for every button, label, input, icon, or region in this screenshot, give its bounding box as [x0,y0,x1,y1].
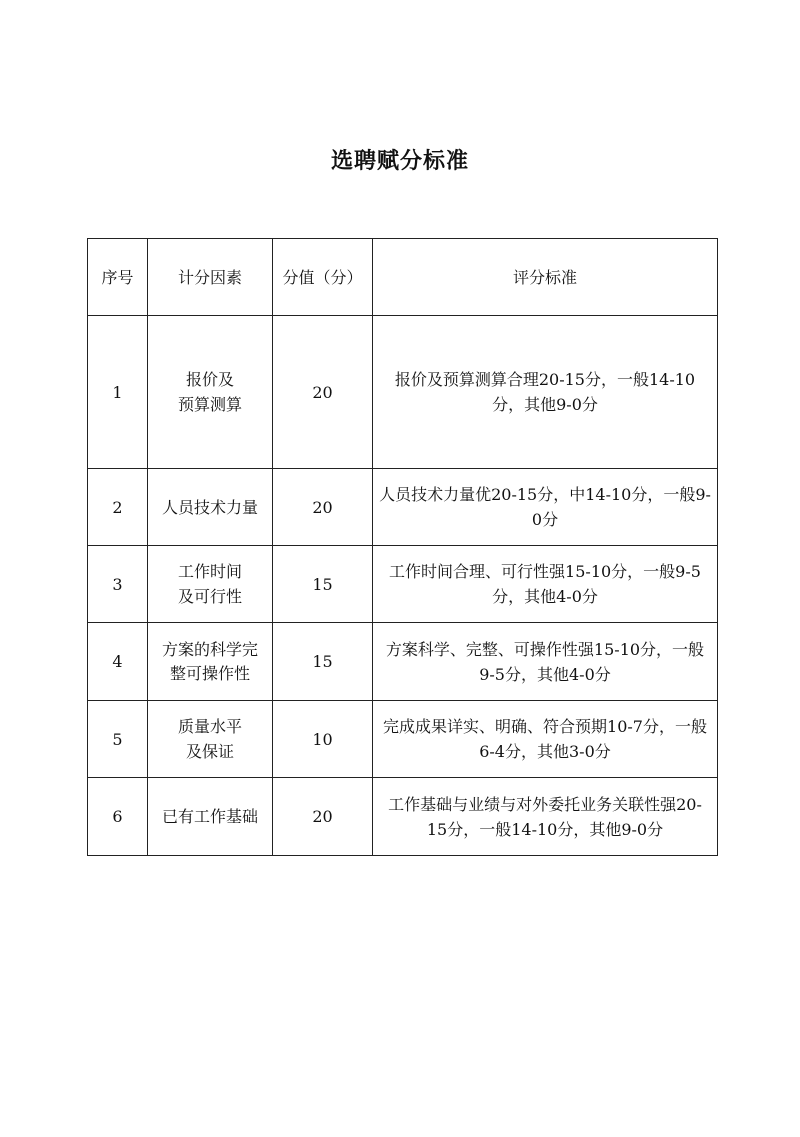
cell-factor: 报价及 预算测算 [148,316,273,469]
table-row [88,623,718,701]
table-row [88,316,718,469]
header-score: 分值（分） [273,239,373,316]
cell-factor: 工作时间 及可行性 [148,546,273,623]
scoring-table [87,238,718,856]
cell-criteria: 方案科学、完整、可操作性强15-10分，一般9-5分，其他4-0分 [373,623,718,701]
cell-no: 1 [88,316,148,469]
cell-criteria: 完成成果详实、明确、符合预期10-7分，一般6-4分，其他3-0分 [373,701,718,778]
page-title: 选聘赋分标准 [330,148,469,174]
cell-no: 3 [88,546,148,623]
cell-score: 10 [273,701,373,778]
cell-criteria: 人员技术力量优20-15分，中14-10分，一般9-0分 [373,469,718,546]
header-factor: 计分因素 [148,239,273,316]
cell-criteria: 工作基础与业绩与对外委托业务关联性强20-15分，一般14-10分，其他9-0分 [373,778,718,856]
table-header-row [88,239,718,316]
cell-factor: 质量水平 及保证 [148,701,273,778]
header-no: 序号 [88,239,148,316]
cell-criteria: 报价及预算测算合理20-15分，一般14-10分，其他9-0分 [373,316,718,469]
cell-factor: 已有工作基础 [148,778,273,856]
cell-score: 15 [273,546,373,623]
table-row [88,546,718,623]
cell-score: 20 [273,316,373,469]
cell-factor: 人员技术力量 [148,469,273,546]
cell-no: 4 [88,623,148,701]
table-row [88,701,718,778]
cell-criteria: 工作时间合理、可行性强15-10分，一般9-5分，其他4-0分 [373,546,718,623]
cell-score: 20 [273,778,373,856]
cell-no: 5 [88,701,148,778]
cell-score: 15 [273,623,373,701]
table-row [88,778,718,856]
cell-no: 6 [88,778,148,856]
cell-score: 20 [273,469,373,546]
header-criteria: 评分标准 [373,239,718,316]
cell-factor: 方案的科学完整可操作性 [148,623,273,701]
cell-no: 2 [88,469,148,546]
table-row [88,469,718,546]
